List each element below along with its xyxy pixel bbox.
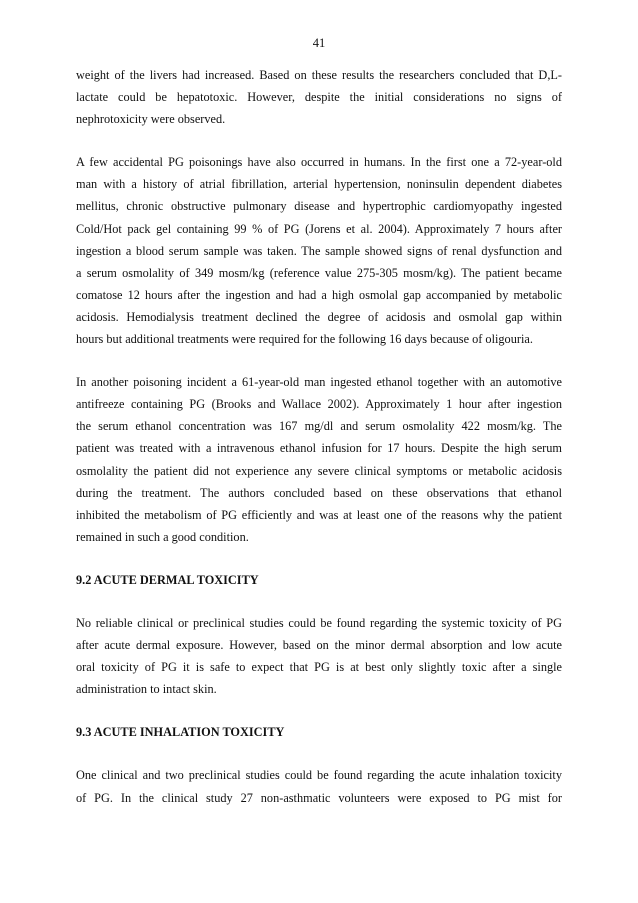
page-number: 41 — [312, 36, 326, 50]
section-heading-inhalation: 9.3 ACUTE INHALATION TOXICITY — [76, 725, 285, 740]
paragraph-gap — [76, 700, 562, 721]
text-line: administration to intact skin. — [76, 682, 217, 697]
text-line: No reliable clinical or preclinical studies could be found regarding the systemic toxicity of PG — [76, 615, 562, 630]
section-heading-dermal: 9.2 ACUTE DERMAL TOXICITY — [76, 572, 259, 587]
text-line: hours but additional treatments were required for the following 16 days because of oligouria. — [76, 332, 533, 347]
paragraph-inhalation-toxicity — [76, 764, 562, 808]
text-line: antifreeze containing PG (Brooks and Wallace 2002). Approximately 1 hour after ingestion — [76, 397, 562, 412]
paragraph-dermal-toxicity — [76, 612, 562, 700]
text-line: inhibited the metabolism of PG efficiently and was at least one of the reasons why the patient — [76, 507, 562, 522]
paragraph-liver-lactate — [76, 64, 562, 130]
paragraph-gap — [76, 548, 562, 569]
text-line: nephrotoxicity were observed. — [76, 112, 226, 127]
text-line: weight of the livers had increased. Based on these results the researchers concluded that D,L- — [76, 68, 562, 82]
paragraph-second-poisoning — [76, 371, 562, 548]
text-line: ingestion a blood serum sample was taken. The sample showed signs of renal dysfunction and — [76, 243, 562, 258]
text-line: acidosis. Hemodialysis treatment declined the degree of acidosis and osmolal gap within — [76, 309, 562, 324]
text-line: man with a history of atrial fibrillation, arterial hypertension, noninsulin dependent diabetes — [76, 177, 562, 192]
paragraph-first-poisoning — [76, 151, 562, 350]
text-line: a serum osmolality of 349 mosm/kg (reference value 275-305 mosm/kg). The patient became — [76, 265, 562, 280]
text-line: Cold/Hot pack gel containing 99 % of PG (Jorens et al. 2004). Approximately 7 hours after — [76, 221, 562, 236]
paragraph-gap — [76, 743, 562, 764]
page-content — [76, 64, 562, 809]
text-line: of PG. In the clinical study 27 non-asthmatic volunteers were exposed to PG mist for — [76, 790, 562, 805]
text-line: mellitus, chronic obstructive pulmonary disease and hypertrophic cardiomyopathy ingested — [76, 199, 562, 214]
paragraph-gap — [76, 350, 562, 371]
text-line: osmolality the patient did not experience any severe clinical symptoms or metabolic acidosis — [76, 463, 562, 478]
text-line: the serum ethanol concentration was 167 mg/dl and serum osmolality 422 mosm/kg. The — [76, 419, 562, 434]
text-line: during the treatment. The authors concluded based on these observations that ethanol — [76, 485, 562, 500]
text-line: after acute dermal exposure. However, based on the minor dermal absorption and low acute — [76, 638, 562, 653]
text-line: patient was treated with a intravenous ethanol infusion for 17 hours. Despite the high serum — [76, 441, 562, 456]
text-line: lactate could be hepatotoxic. However, despite the initial considerations no signs of — [76, 90, 562, 105]
text-line: oral toxicity of PG it is safe to expect that PG is at best only slightly toxic after a single — [76, 660, 562, 675]
text-line: remained in such a good condition. — [76, 529, 249, 544]
text-line: A few accidental PG poisonings have also occurred in humans. In the first one a 72-year-old — [76, 155, 562, 170]
text-line: In another poisoning incident a 61-year-old man ingested ethanol together with an automotive — [76, 375, 562, 390]
paragraph-gap — [76, 591, 562, 612]
text-line: comatose 12 hours after the ingestion and had a high osmolal gap accompanied by metabolic — [76, 287, 562, 302]
text-line: One clinical and two preclinical studies could be found regarding the acute inhalation toxicity — [76, 768, 562, 783]
paragraph-gap — [76, 130, 562, 151]
